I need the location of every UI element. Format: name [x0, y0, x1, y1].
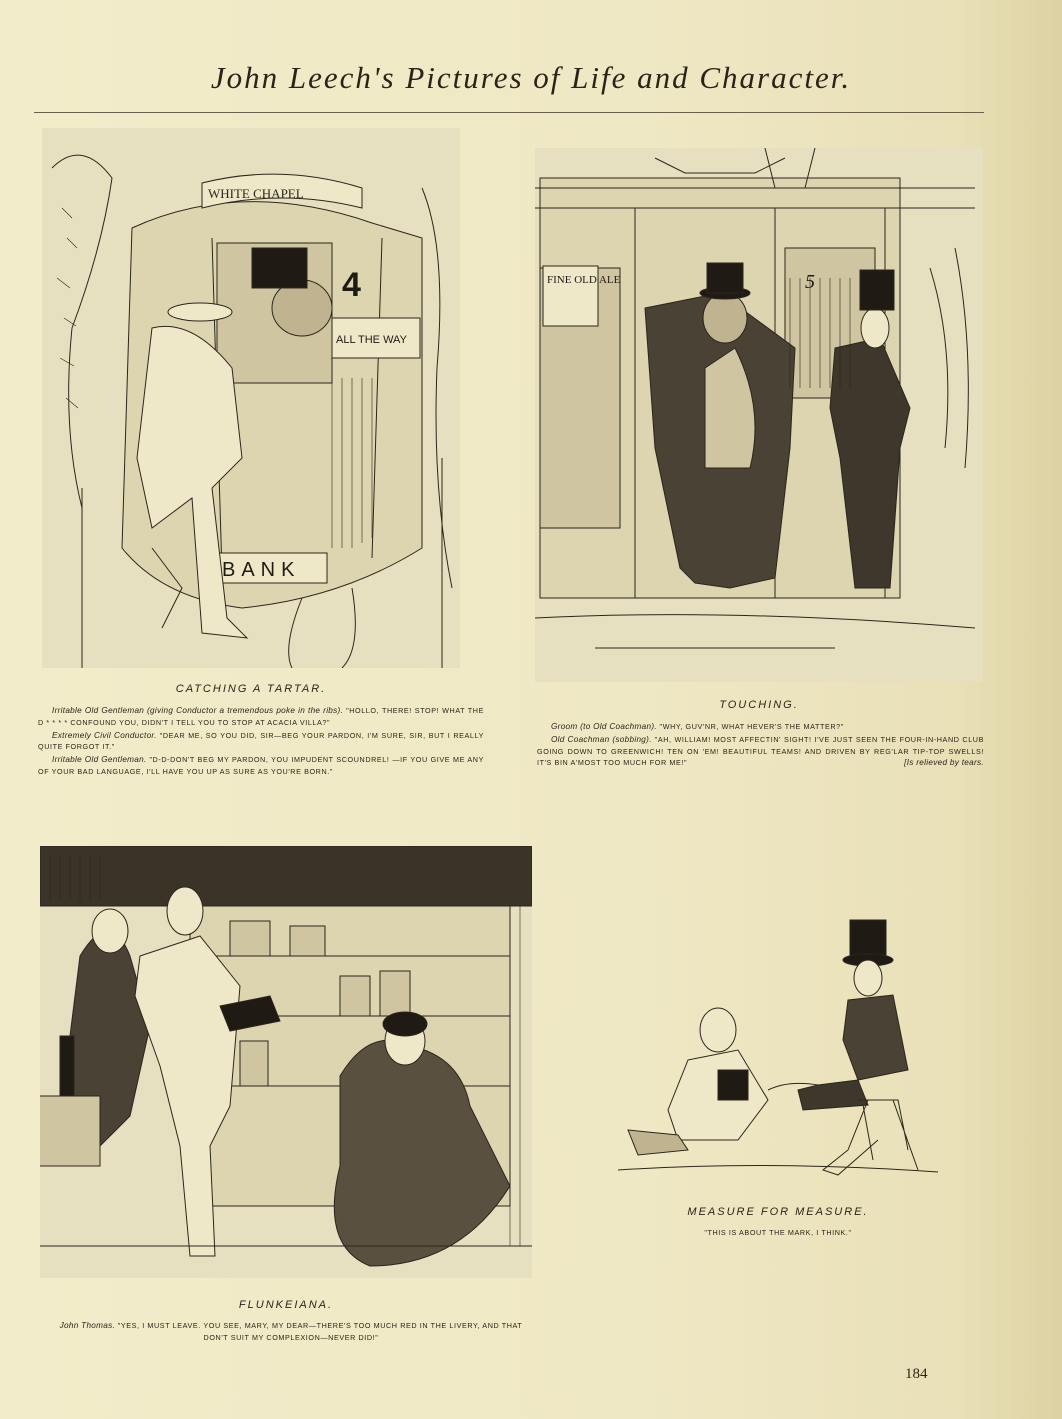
dialogue-paragraph [618, 1227, 938, 1239]
sign-number-four: 4 [342, 266, 361, 304]
caption-text-touching [537, 721, 984, 770]
header-rule [34, 112, 984, 113]
caption-text-measure-for-measure [618, 1227, 938, 1240]
speech: "THIS IS ABOUT THE MARK, I THINK." [704, 1228, 852, 1237]
dialogue-paragraph [38, 754, 484, 778]
dialogue-paragraph [56, 1320, 526, 1344]
page-header: John Leech's Pictures of Life and Character. [210, 60, 852, 95]
speaker: John Thomas. [59, 1321, 116, 1330]
page-number: 184 [905, 1366, 928, 1382]
dialogue-paragraph [38, 730, 484, 754]
dialogue-paragraph [38, 705, 484, 729]
sign-fine-old-ale: FINE OLD ALE [547, 274, 621, 286]
caption-title-catching-a-tartar: CATCHING A TARTAR. [175, 683, 327, 695]
caption-title-flunkeiana: FLUNKEIANA. [238, 1299, 334, 1311]
speaker: Old Coachman (sobbing). [551, 734, 652, 744]
caption-text-catching-a-tartar [38, 705, 484, 779]
sign-white-chapel: WHITE CHAPEL [208, 186, 304, 201]
caption-title-measure-for-measure: MEASURE FOR MEASURE. [687, 1206, 869, 1218]
speech: "HOLLO, THERE! STOP! WHAT THE D * * * * CONFOUND YOU, DIDN'T I TELL YOU TO STOP AT ACACIA VILLA?" [38, 706, 484, 727]
illustration-measure-for-measure [618, 910, 938, 1190]
sign-bank: BANK [222, 559, 301, 581]
speech: "WHY, GUV'NR, WHAT HEVER'S THE MATTER?" [659, 722, 844, 731]
speech: "D-D-DON'T BEG MY PARDON, YOU IMPUDENT SCOUNDREL! —IF YOU GIVE ME ANY OF YOUR BAD LANGUAGE, I'LL HAVE YOU UP AS SURE AS YOU'RE BORN." [38, 755, 484, 776]
speaker: Groom (to Old Coachman). [551, 722, 657, 731]
illustration-touching [535, 148, 983, 682]
speaker: Irritable Old Gentleman. [52, 755, 147, 765]
dialogue-paragraph [537, 734, 984, 769]
dialogue-paragraph [537, 721, 984, 733]
caption-text-flunkeiana [56, 1320, 526, 1345]
speech: "DEAR ME, SO YOU DID, SIR—BEG YOUR PARDON, I'M SURE, SIR, BUT I REALLY QUITE FORGOT IT." [38, 730, 484, 752]
speech: "YES, I MUST LEAVE. YOU SEE, MARY, MY DEAR—THERE'S TOO MUCH RED IN THE LIVERY, AND THAT DON'T SUIT MY COMPLEXION—NEVER DID!" [117, 1321, 523, 1342]
sign-number-five: 5 [805, 271, 815, 293]
speech: "AH, WILLIAM! MOST AFFECTIN' SIGHT! I'VE JUST SEEN THE FOUR-IN-HAND CLUB GOING DOWN TO GREENWICH! TEN ON 'EM! BEAUTIFUL TEAMS! AND DRIVEN BY REG'LAR TIP-TOP SWELLS! IT'S BIN A'MOST TOO MUCH FOR ME!" [537, 734, 984, 768]
speaker: Extremely Civil Conductor. [52, 730, 157, 740]
caption-title-touching: TOUCHING. [719, 699, 799, 711]
stage-direction: [Is relieved by tears. [904, 758, 984, 768]
speaker: Irritable Old Gentleman (giving Conductor a tremendous poke in the ribs). [52, 706, 344, 715]
illustration-catching-a-tartar [42, 128, 460, 668]
illustration-flunkeiana [40, 846, 532, 1278]
sign-all-the-way: ALL THE WAY [336, 334, 407, 346]
